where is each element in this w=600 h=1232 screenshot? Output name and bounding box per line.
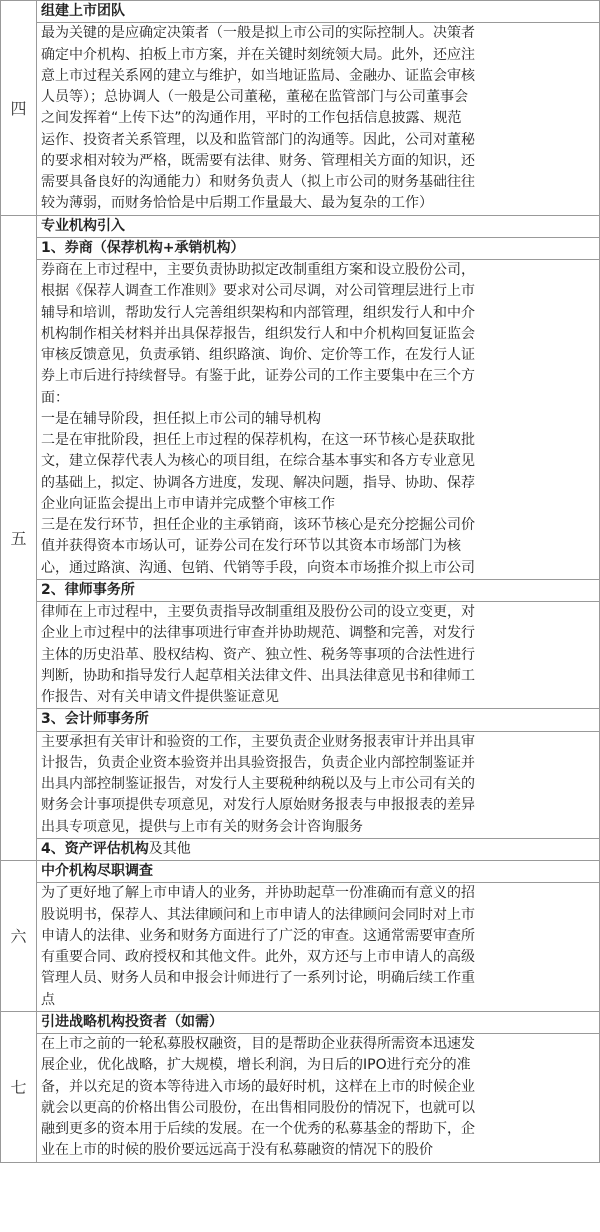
paragraph-line: 财务会计事项提供专项意见，对发行人原始财务报表与申报报表的差异 [41, 797, 475, 814]
paragraph-line: 计报告，负责企业资本验资并出具验资报告，负责企业内部控制鉴证并 [41, 754, 475, 771]
block-paragraph [37, 260, 600, 580]
block-heading-text: 3、会计师事务所 [41, 711, 149, 728]
block-heading [37, 238, 599, 259]
block-heading-text: 4、资产评估机构 [41, 840, 149, 857]
paragraph-line: 律师在上市过程中，主要负责指导改制重组及股份公司的设立变更，对 [41, 604, 475, 620]
paragraph-line: 面： [41, 389, 69, 406]
block-heading-cell [37, 861, 600, 883]
paragraph-line: 出具内部控制鉴证报告，对发行人主要税种纳税以及与上市公司有关的 [41, 776, 475, 792]
block-heading-text: 引进战略机构投资者（如需） [41, 1013, 223, 1030]
block-heading-text: 2、律师事务所 [41, 581, 135, 598]
section-number: 四 [1, 1, 37, 216]
paragraph-line: 就会以更高的价格出售公司股份，在出售相同股份的情况下，也就可以 [41, 1099, 475, 1116]
block-heading [37, 1012, 599, 1033]
paragraph-line: 审核反馈意见，负责承销、组织路演、询价、定价等工作，在发行人证 [41, 347, 475, 363]
block-paragraph [37, 602, 600, 709]
paragraph-line: 的基础上，拟定、协调各方进度，发现、解决问题，指导、协助、保荐 [41, 474, 475, 491]
paragraph-line: 企业上市过程中的法律事项进行审查并协助规范、调整和完善，对发行 [41, 625, 475, 642]
paragraph-line: 文，建立保荐代表人为核心的项目组，在综合基本事实和各方专业意见 [41, 453, 475, 470]
block-heading-cell [37, 215, 600, 237]
paragraph-line: 一是在辅导阶段，担任拟上市公司的辅导机构 [41, 410, 321, 427]
block-paragraph [37, 23, 600, 215]
block-paragraph [37, 1034, 600, 1163]
section-number: 六 [1, 861, 37, 1012]
section-heading-row [1, 215, 600, 237]
paragraph-line: 主要承担有关审计和验资的工作，主要负责企业财务报表审计并出具审 [41, 733, 475, 750]
paragraph-line: 人员等）；总协调人（一般是公司董秘，董秘在监管部门与公司董事会 [41, 89, 468, 105]
section-number: 七 [1, 1011, 37, 1162]
paragraph-line: 有重要合同、政府授权和其他文件。此外，双方还与上市申请人的高级 [41, 949, 475, 965]
paragraph-line: 股说明书，保荐人、其法律顾问和上市申请人的法律顾问会同时对上市 [41, 906, 475, 923]
paragraph-line: 之间发挥着“上传下达”的沟通作用，平时的工作包括信息披露、规范 [41, 110, 462, 127]
paragraph-line: 券商在上市过程中，主要负责协助拟定改制重组方案和设立股份公司， [41, 262, 475, 278]
paragraph-line: 辅导和培训，帮助发行人完善组织架构和内部管理，组织发行人和中介 [41, 304, 475, 321]
paragraph-line: 心，通过路演、沟通、包销、代销等手段，向资本市场推介拟上市公司 [41, 559, 475, 576]
paragraph-line: 需要具备良好的沟通能力）和财务负责人（拟上市公司的财务基础往往 [41, 174, 475, 190]
section-number: 五 [1, 215, 37, 861]
block-heading-text: 组建上市团队 [41, 3, 125, 19]
paragraph-line: 业在上市的时候的股价要远远高于没有私募融资的情况下的股价 [41, 1142, 433, 1159]
paragraph-line: 值并获得资本市场认可，证券公司在发行环节以其资本市场部门为核 [41, 538, 461, 555]
paragraph-line: 根据《保荐人调查工作准则》要求对公司尽调，对公司管理层进行上市 [41, 283, 475, 300]
block-heading [37, 839, 599, 860]
block-paragraph [37, 883, 600, 1012]
paragraph-line: 申请人的法律、业务和财务方面进行了广泛的审查。这通常需要审查所 [41, 927, 475, 944]
block-heading-cell [37, 579, 600, 601]
block-heading-cell [37, 709, 600, 731]
paragraph-line: 出具专项意见，提供与上市有关的财务会计咨询服务 [41, 818, 363, 835]
section-heading-row [1, 838, 600, 860]
block-heading-text: 1、券商（保荐机构+承销机构） [41, 239, 245, 256]
block-heading [37, 861, 599, 882]
section-content-row [1, 23, 600, 215]
paragraph-line: 的要求相对较为严格，既需要有法律、财务、管理相关方面的知识，还 [41, 152, 475, 169]
paragraph-line: 管理人员、财务人员和申报会计师进行了一系列讨论，明确后续工作重 [41, 970, 475, 987]
section-heading-row [1, 237, 600, 259]
paragraph-line: 最为关键的是应确定决策者（一般是拟上市公司的实际控制人。决策者 [41, 25, 475, 42]
paragraph-line: 二是在审批阶段，担任上市过程的保荐机构，在这一环节核心是获取批 [41, 432, 475, 448]
section-heading-row [1, 861, 600, 883]
paragraph-line: 确定中介机构、拍板上市方案，并在关键时刻统领大局。此外，还应注 [41, 46, 475, 63]
paragraph-line: 较为薄弱，而财务恰恰是中后期工作量最大、最为复杂的工作） [41, 195, 433, 212]
section-heading-row [1, 709, 600, 731]
paragraph-line: 备，并以充足的资本等待进入市场的最好时机，这样在上市的时候企业 [41, 1078, 475, 1095]
block-heading-cell [37, 838, 600, 860]
section-heading-row [1, 1011, 600, 1033]
paragraph-line: 判断，协助和指导发行人起草相关法律文件、出具法律意见书和律师工 [41, 667, 475, 684]
document-table-body [1, 1, 600, 1163]
paragraph-line: 作报告、对有关申请文件提供鉴证意见 [41, 689, 279, 705]
section-content-row [1, 731, 600, 838]
paragraph-line: 意上市过程关系网的建立与维护，如当地证监局、金融办、证监会审核 [41, 67, 475, 84]
block-paragraph [37, 731, 600, 838]
paragraph-line: 点 [41, 991, 55, 1008]
section-content-row [1, 260, 600, 580]
section-content-row [1, 602, 600, 709]
block-heading-cell [37, 237, 600, 259]
block-heading [37, 580, 599, 601]
paragraph-line: 运作、投资者关系管理，以及和监管部门的沟通等。因此，公司对董秘 [41, 131, 475, 148]
paragraph-line: 主体的历史沿革、股权结构、资产、独立性、税务等事项的合法性进行 [41, 646, 475, 663]
block-heading [37, 216, 599, 237]
block-heading [37, 1, 599, 22]
block-heading [37, 709, 599, 730]
paragraph-line: 在上市之前的一轮私募股权融资，目的是帮助企业获得所需资本迅速发 [41, 1036, 475, 1052]
paragraph-line: 展企业，优化战略，扩大规模，增长利润，为日后的IPO进行充分的准 [41, 1057, 471, 1074]
paragraph-line: 融到更多的资本用于后续的发展。在一个优秀的私募基金的帮助下，企 [41, 1121, 475, 1137]
block-heading-text: 中介机构尽职调查 [41, 863, 153, 879]
paragraph-line: 为了更好地了解上市申请人的业务，并协助起草一份准确而有意义的招 [41, 885, 475, 902]
block-heading-cell [37, 1, 600, 23]
paragraph-line: 三是在发行环节，担任企业的主承销商，该环节核心是充分挖掘公司价 [41, 517, 475, 533]
block-heading-text: 专业机构引入 [41, 217, 125, 234]
section-heading-row [1, 579, 600, 601]
paragraph-line: 机构制作相关材料并出具保荐报告，组织发行人和中介机构回复证监会 [41, 325, 475, 342]
block-heading-cell [37, 1011, 600, 1033]
section-heading-row [1, 1, 600, 23]
paragraph-line: 券上市后进行持续督导。有鉴于此，证券公司的工作主要集中在三个方 [41, 368, 475, 385]
paragraph-line: 企业向证监会提出上市申请并完成整个审核工作 [41, 495, 335, 512]
block-heading-suffix: 及其他 [148, 840, 191, 857]
section-content-row [1, 1034, 600, 1163]
section-content-row [1, 883, 600, 1012]
